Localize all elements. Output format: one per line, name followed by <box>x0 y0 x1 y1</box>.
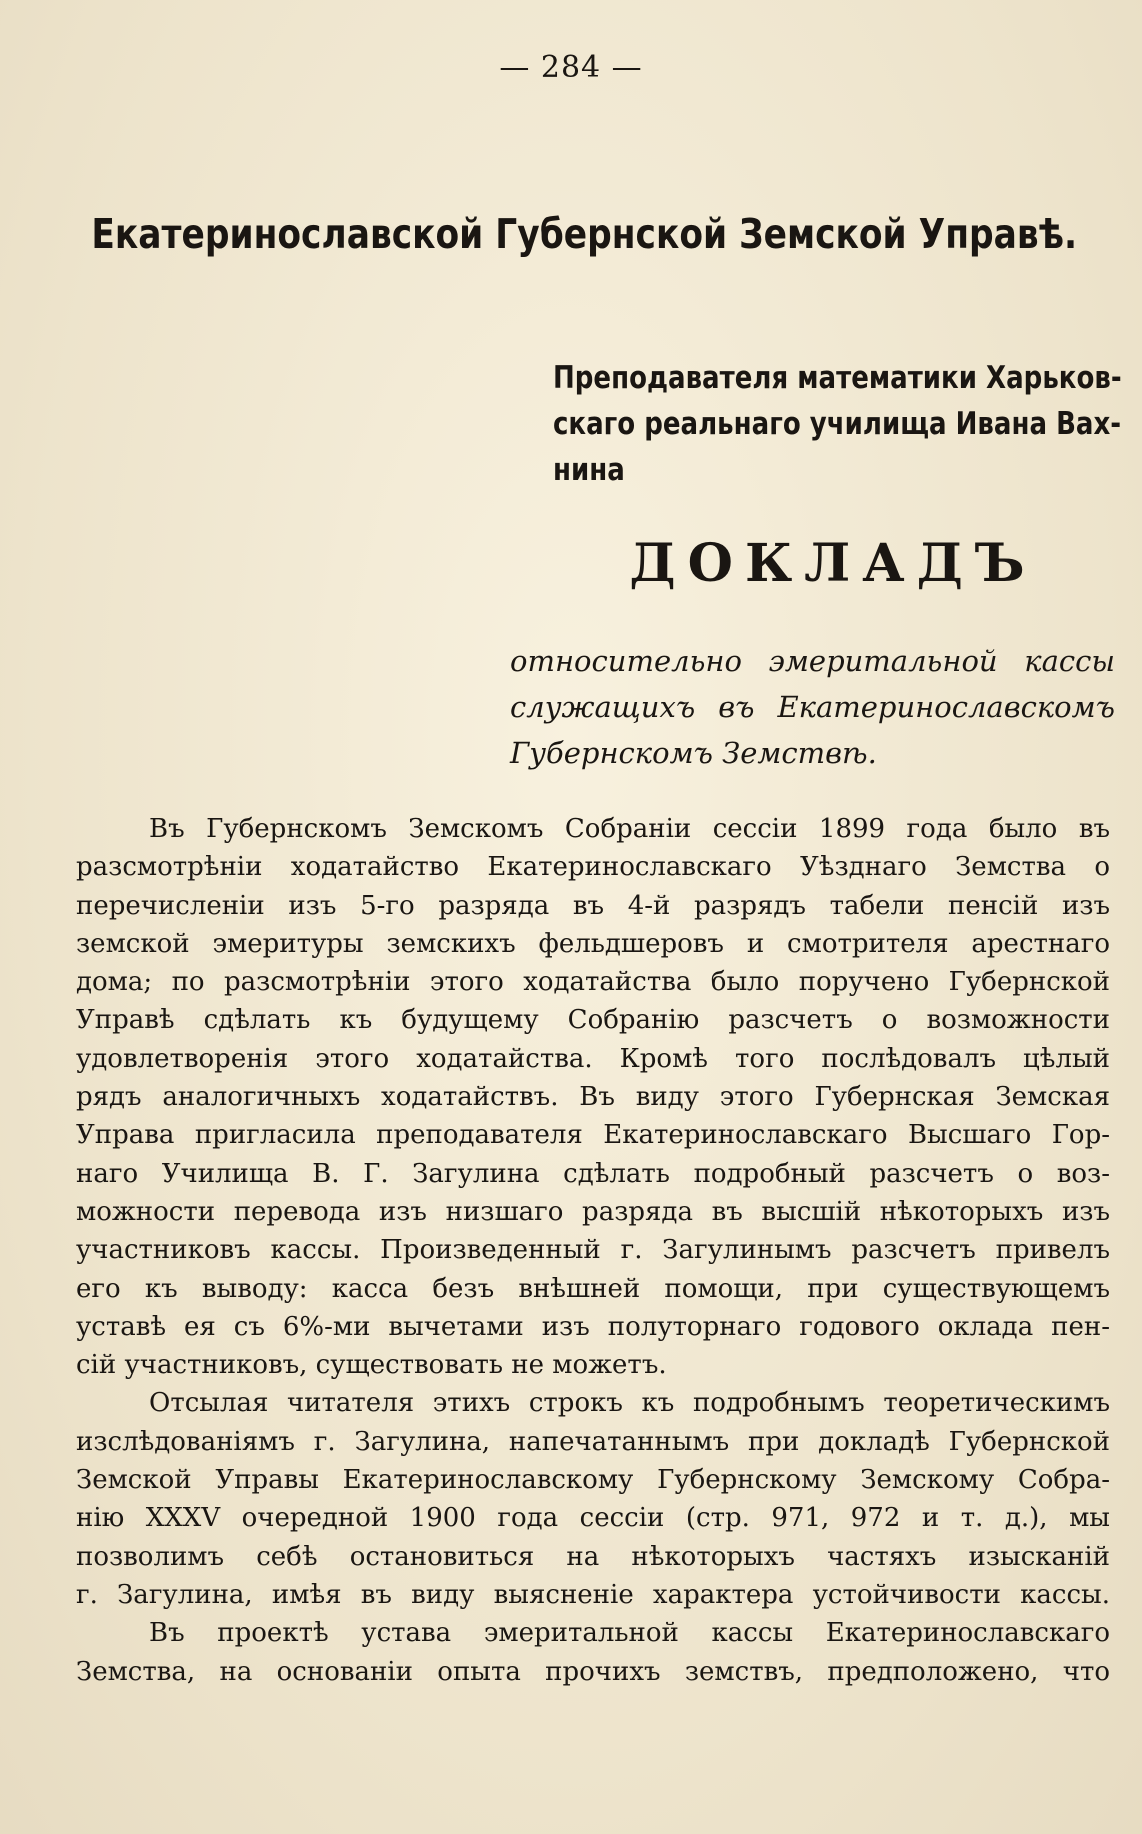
text-line: Земства, на основаніи опыта прочихъ земствъ, предположено, что <box>76 1656 1110 1687</box>
author-line: Преподавателя математики Харьков- <box>553 360 1122 396</box>
text-line: изслѣдованіямъ г. Загулина, напечатаннымъ при докладѣ Губернской <box>76 1426 1110 1457</box>
paragraph-2 <box>76 1384 1110 1614</box>
text-line: сій участниковъ, существовать не можетъ. <box>76 1350 667 1381</box>
author-block <box>553 355 1122 493</box>
text-line: Въ Губернскомъ Земскомъ Собраніи сессіи 1899 года было въ <box>149 814 1110 844</box>
subtitle-line: относительно эмеритальной кассы <box>510 644 1115 678</box>
text-line: Въ проектѣ устава эмеритальной кассы Екатеринославскаго <box>149 1618 1110 1649</box>
addressee-heading: Екатеринославской Губернской Земской Управѣ. <box>91 210 1078 258</box>
text-line: нію XXXV очередной 1900 года сессіи (стр. 971, 972 и т. д.), мы <box>76 1503 1110 1534</box>
text-line: рядъ аналогичныхъ ходатайствъ. Въ виду этого Губернская Земская <box>76 1082 1110 1113</box>
text-line: можности перевода изъ низшаго разряда въ высшій нѣкоторыхъ изъ <box>76 1196 1110 1227</box>
text-line: земской эмеритуры земскихъ фельдшеровъ и смотрителя арестнаго <box>76 928 1110 959</box>
paragraph-3 <box>76 1614 1110 1691</box>
report-title: ДОКЛАДЪ <box>629 533 1037 594</box>
text-line: разсмотрѣніи ходатайство Екатеринославскаго Уѣзднаго Земства о <box>76 852 1110 883</box>
text-line: Земской Управы Екатеринославскому Губернскому Земскому Собра- <box>76 1465 1110 1496</box>
text-line: Управа пригласила преподавателя Екатеринославскаго Высшаго Гор- <box>76 1120 1110 1151</box>
author-line: скаго реальнаго училища Ивана Вах- <box>553 406 1122 442</box>
subtitle-line: Губернскомъ Земствѣ. <box>510 736 877 770</box>
author-line: нина <box>553 452 625 488</box>
text-line: Отсылая читателя этихъ строкъ къ подробнымъ теоретическимъ <box>149 1388 1110 1419</box>
paragraph-1 <box>76 810 1110 1384</box>
report-subtitle <box>510 638 1115 776</box>
text-line: Управѣ сдѣлать къ будущему Собранію разсчетъ о возможности <box>76 1005 1110 1036</box>
text-line: г. Загулина, имѣя въ виду выясненіе характера устойчивости кассы. <box>76 1579 1110 1610</box>
text-line: его къ выводу: касса безъ внѣшней помощи, при существующемъ <box>76 1273 1110 1304</box>
page-number: — 284 — <box>499 50 643 85</box>
text-line: уставѣ ея съ 6%-ми вычетами изъ полуторнаго годового оклада пен- <box>76 1311 1110 1342</box>
text-line: наго Училища В. Г. Загулина сдѣлать подробный разсчетъ о воз- <box>76 1158 1110 1189</box>
body-text <box>76 810 1110 1691</box>
subtitle-line: служащихъ въ Екатеринославскомъ <box>510 690 1115 724</box>
text-line: дома; по разсмотрѣніи этого ходатайства было поручено Губернской <box>76 967 1110 998</box>
text-line: удовлетворенія этого ходатайства. Кромѣ того послѣдовалъ цѣлый <box>76 1043 1110 1074</box>
text-line: участниковъ кассы. Произведенный г. Загулинымъ разсчетъ привелъ <box>76 1235 1110 1266</box>
text-line: перечисленіи изъ 5-го разряда въ 4-й разрядъ табели пенсій изъ <box>76 890 1110 921</box>
text-line: позволимъ себѣ остановиться на нѣкоторыхъ частяхъ изысканій <box>76 1541 1110 1572</box>
